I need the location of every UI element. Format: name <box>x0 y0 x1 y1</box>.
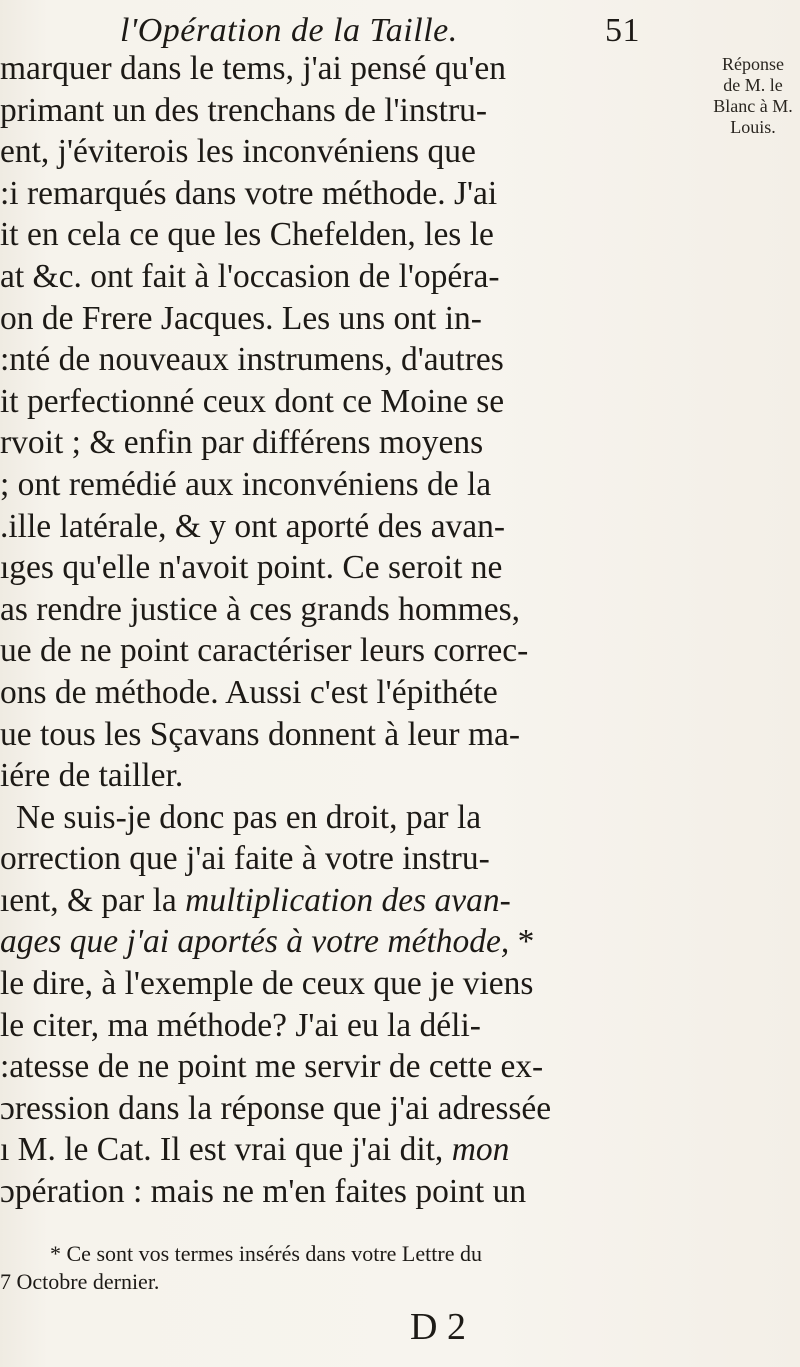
margin-note-line: Réponse <box>722 54 784 74</box>
italic-phrase: mon <box>451 1131 510 1169</box>
text-line: ons de méthode. Aussi c'est l'épithéte <box>0 673 498 711</box>
text-line: it perfectionné ceux dont ce Moine se <box>0 382 505 420</box>
margin-note <box>708 54 798 138</box>
text-line: ɔpération : mais ne m'en faites point un <box>0 1173 527 1211</box>
text-line: ɔression dans la réponse que j'ai adressée <box>0 1089 552 1127</box>
text-line: ue tous les Sçavans donnent à leur ma- <box>0 715 521 753</box>
text-line: at &c. ont fait à l'occasion de l'opéra- <box>0 257 500 295</box>
text-line: le citer, ma méthode? J'ai eu la déli- <box>0 1006 481 1044</box>
footnote-line: 7 Octobre dernier. <box>0 1269 160 1294</box>
text-line: :atesse de ne point me servir de cette ex- <box>0 1048 544 1086</box>
running-head-title: l'Opération de la Taille. <box>120 12 458 49</box>
text-line: orrection que j'ai faite à votre instru- <box>0 840 490 878</box>
margin-note-line: Blanc à M. <box>713 96 793 116</box>
body-text <box>0 48 700 1213</box>
italic-phrase: ages que j'ai aportés à votre méthode, <box>0 923 510 961</box>
text-line: on de Frere Jacques. Les uns ont in- <box>0 299 482 337</box>
margin-note-line: Louis. <box>730 117 776 137</box>
text-line-roman: ı M. le Cat. Il est vrai que j'ai dit, <box>0 1131 444 1169</box>
text-line: Ne suis-je donc pas en droit, par la <box>16 798 482 836</box>
text-line: rvoit ; & enfin par différens moyens <box>0 424 484 462</box>
text-line: as rendre justice à ces grands hommes, <box>0 590 521 628</box>
text-line: marquer dans le tems, j'ai pensé qu'en <box>0 50 507 87</box>
text-line: ent, j'éviterois les inconvéniens que <box>0 133 476 171</box>
text-line: ıges qu'elle n'avoit point. Ce seroit ne <box>0 549 503 587</box>
text-line: primant un des trenchans de l'instru- <box>0 91 488 129</box>
footnote-line: * Ce sont vos termes insérés dans votre Lettre du <box>50 1241 482 1266</box>
text-line: ue de ne point caractériser leurs correc- <box>0 632 529 670</box>
text-line: iére de tailler. <box>0 757 184 795</box>
text-line: le dire, à l'exemple de ceux que je viens <box>0 965 534 1003</box>
page-number: 51 <box>605 12 640 49</box>
text-line <box>0 921 700 963</box>
text-line <box>0 880 700 922</box>
footnote-marker: * <box>509 923 535 961</box>
italic-phrase: multiplication des avan- <box>185 881 511 919</box>
text-line-roman: ıent, & par la <box>0 881 177 919</box>
footnote <box>0 1240 700 1296</box>
margin-note-line: de M. le <box>723 75 783 95</box>
text-line: :i remarqués dans votre méthode. J'ai <box>0 174 498 212</box>
text-line <box>0 1129 700 1171</box>
text-line: ; ont remédié aux inconvéniens de la <box>0 465 492 503</box>
text-line: :nté de nouveaux instrumens, d'autres <box>0 341 504 379</box>
text-line: .ille latérale, & y ont aporté des avan- <box>0 507 506 545</box>
signature-mark: D 2 <box>410 1306 466 1348</box>
text-line: it en cela ce que les Chefelden, les le <box>0 216 494 254</box>
